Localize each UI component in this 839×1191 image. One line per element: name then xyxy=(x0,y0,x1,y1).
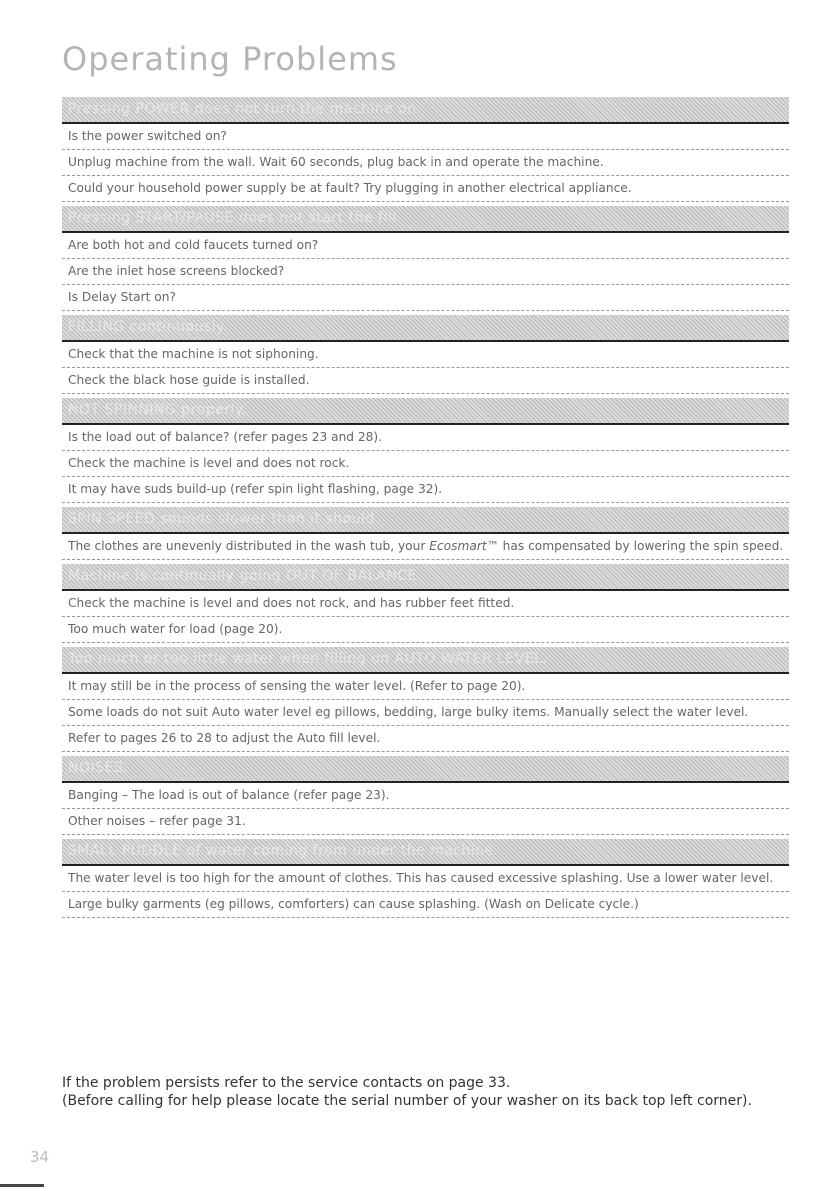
section-heading: Machine is continually going OUT OF BALANCE. xyxy=(62,564,789,591)
section-item: Some loads do not suit Auto water level eg pillows, bedding, large bulky items. Manually select the water level. xyxy=(62,700,789,726)
troubleshooting-list xyxy=(62,97,789,918)
page-title: Operating Problems xyxy=(62,40,398,78)
section-item: Are the inlet hose screens blocked? xyxy=(62,259,789,285)
section-item: Unplug machine from the wall. Wait 60 seconds, plug back in and operate the machine. xyxy=(62,150,789,176)
section-item: Check the machine is level and does not rock. xyxy=(62,451,789,477)
section-item: Banging – The load is out of balance (refer page 23). xyxy=(62,783,789,809)
section-item: Could your household power supply be at fault? Try plugging in another electrical appliance. xyxy=(62,176,789,202)
section-heading: NOISES. xyxy=(62,756,789,783)
brand-name: Ecosmart xyxy=(429,539,487,553)
section-item: Are both hot and cold faucets turned on? xyxy=(62,233,789,259)
section-item: The clothes are unevenly distributed in the wash tub, your Ecosmart™ has compensated by lowering the spin speed. xyxy=(62,534,789,560)
section-item: Refer to pages 26 to 28 to adjust the Auto fill level. xyxy=(62,726,789,752)
section-item: Other noises – refer page 31. xyxy=(62,809,789,835)
section-item: The water level is too high for the amount of clothes. This has caused excessive splashing. Use a lower water level. xyxy=(62,866,789,892)
page-number: 34 xyxy=(30,1148,50,1166)
section-heading: SPIN SPEED sounds slower than it should. xyxy=(62,507,789,534)
section-item: It may still be in the process of sensing the water level. (Refer to page 20). xyxy=(62,674,789,700)
footer-note xyxy=(62,1074,802,1110)
footer-line-serial: (Before calling for help please locate the serial number of your washer on its back top left corner). xyxy=(62,1093,752,1109)
section-item: Check the black hose guide is installed. xyxy=(62,368,789,394)
section-heading: Pressing START/PAUSE does not start the fill. xyxy=(62,206,789,233)
section-heading: SMALL PUDDLE of water coming from under the machine. xyxy=(62,839,789,866)
section-item: Is the load out of balance? (refer pages 23 and 28). xyxy=(62,425,789,451)
section-heading: Too much or too little water when filling on AUTO WATER LEVEL. xyxy=(62,647,789,674)
section-item: Too much water for load (page 20). xyxy=(62,617,789,643)
bottom-rule xyxy=(0,1184,44,1187)
section-item: It may have suds build-up (refer spin light flashing, page 32). xyxy=(62,477,789,503)
section-item: Check that the machine is not siphoning. xyxy=(62,342,789,368)
section-heading: NOT SPINNING properly. xyxy=(62,398,789,425)
section-item: Is the power switched on? xyxy=(62,124,789,150)
section-item: Large bulky garments (eg pillows, comforters) can cause splashing. (Wash on Delicate cycle.) xyxy=(62,892,789,918)
section-item: Check the machine is level and does not rock, and has rubber feet fitted. xyxy=(62,591,789,617)
section-heading: FILLING continuously. xyxy=(62,315,789,342)
footer-line-service: If the problem persists refer to the service contacts on page 33. xyxy=(62,1075,511,1091)
section-heading: Pressing POWER does not turn the machine on. xyxy=(62,97,789,124)
section-item: Is Delay Start on? xyxy=(62,285,789,311)
